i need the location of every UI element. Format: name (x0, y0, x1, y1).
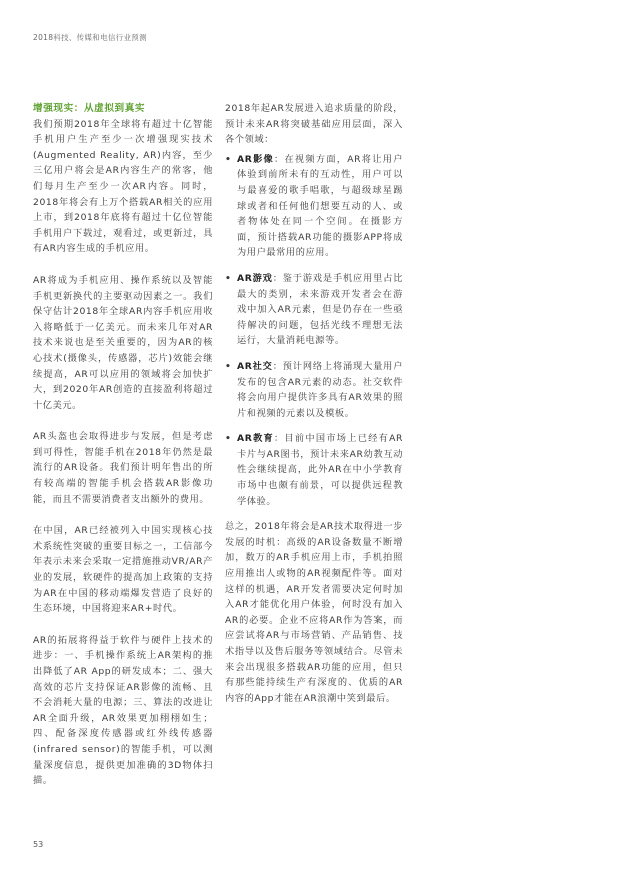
bullet-item (225, 152, 403, 261)
right-column (225, 101, 403, 722)
bullet-item (225, 271, 403, 349)
bullet-item (225, 359, 403, 421)
left-column (33, 101, 213, 805)
paragraph: AR的拓展将得益于软件与硬件上技术的进步：一、手机操作系统上AR架构的推出降低了AR App的研发成本；二、强大高效的芯片支持保证AR影像的流畅、且不会消耗大量的电源；三、算法的改进让AR全面升级，AR效果更加栩栩如生；四、配备深度传感器或红外线传感器(infrared sensor)的智能手机，可以测量深度信息，提供更加准确的3D物体扫描。 (33, 634, 213, 787)
bullet-text: ：预计网络上将涌现大量用户发布的包含AR元素的动态。社交软件将会向用户提供许多具有AR效果的照片和视频的元素以及模板。 (237, 360, 403, 419)
paragraph: AR将成为手机应用、操作系统以及智能手机更新换代的主要驱动因素之一。我们保守估计2018年全球AR内容手机应用收入将略低于一亿美元。而未来几年对AR技术来说也是至关重要的，因为AR的核心技术(摄像头，传感器，芯片)效能会继续提高，AR可以应用的领域将会加快扩大，到2020年AR创造的直接盈利将超过十亿美元。 (33, 274, 213, 411)
bullet-title: AR影像 (237, 153, 274, 165)
bullet-text: ：鉴于游戏是手机应用里占比最大的类别，未来游戏开发者会在游戏中加入AR元素，但是仍存在一些亟待解决的问题，包括光线不理想无法运行，大量消耗电源等。 (237, 272, 403, 347)
paragraph: 在中国，AR已经被列入中国实现核心技术系统性突破的重要目标之一，工信部今年表示未来会采取一定措施推动VR/AR产业的发展，软硬件的提高加上政策的支持为AR在中国的移动端爆发营造了良好的生态环境，中国将迎来AR+时代。 (33, 525, 213, 615)
page-number: 53 (33, 840, 44, 849)
intro-paragraph: 2018年起AR发展进入追求质量的阶段，预计未来AR将突破基础应用层面，深入各个领域： (225, 103, 403, 146)
bullet-title: AR教育 (237, 433, 274, 445)
conclusion-paragraph: 总之，2018年将会是AR技术取得进一步发展的时机：高级的AR设备数量不断增加，数万的AR手机应用上市，手机拍照应用推出人或物的AR视频配件等。面对这样的机遇，AR开发者需要决定何时加入AR才能优化用户体验，何时没有加入AR的必要。企业不应将AR作为答案，而应尝试将AR与市场营销、产品销售、技术指导以及售后服务等领域结合。尽管未来会出现很多搭载AR功能的应用，但只有那些能持续生产有深度的、优质的AR内容的App才能在AR浪潮中笑到最后。 (225, 521, 403, 704)
bullet-dot-icon: • (225, 272, 232, 284)
bullet-title: AR社交 (237, 360, 273, 372)
bullet-dot-icon: • (225, 360, 232, 372)
bullet-text: ：目前中国市场上已经有AR卡片与AR图书，预计未来AR幼教互动性会继续提高，此外AR在中小学教育市场中也颇有前景，可以提供远程教学体验。 (237, 433, 403, 507)
page-header: 2018科技、传媒和电信行业预测 (33, 33, 147, 42)
paragraph: AR头盔也会取得进步与发展，但是考虑到可得性，智能手机在2018年仍然是最流行的AR设备。我们预计明年售出的所有较高端的智能手机会搭载AR影像功能，而且不需要消费者支出额外的费用。 (33, 431, 213, 505)
bullet-dot-icon: • (225, 153, 232, 165)
bullet-dot-icon: • (225, 433, 232, 445)
bullet-list (225, 152, 403, 509)
bullet-title: AR游戏 (237, 272, 273, 284)
bullet-text: ：在视频方面，AR将让用户体验到前所未有的互动性，用户可以与最喜爱的歌手唱歌，与超级球星踢球或者和任何他们想要互动的人、或者物体处在同一个空间。在摄影方面，预计搭载AR功能的摄影APP将成为用户最常用的应用。 (237, 153, 403, 259)
bullet-item (225, 431, 403, 509)
paragraph: 我们预期2018年全球将有超过十亿智能手机用户生产至少一次增强现实技术(Augmented Reality, AR)内容，至少三亿用户将会是AR内容生产的常客，他们每月生产至少一次AR内容。同时，2018年将会有上万个搭载AR相关的应用上市，到2018年底将有超过十亿位智能手机用户下载过，观看过，或更新过，具有AR内容生成的手机应用。 (33, 118, 213, 255)
section-heading: 增强现实：从虚拟到真实 (33, 103, 146, 114)
